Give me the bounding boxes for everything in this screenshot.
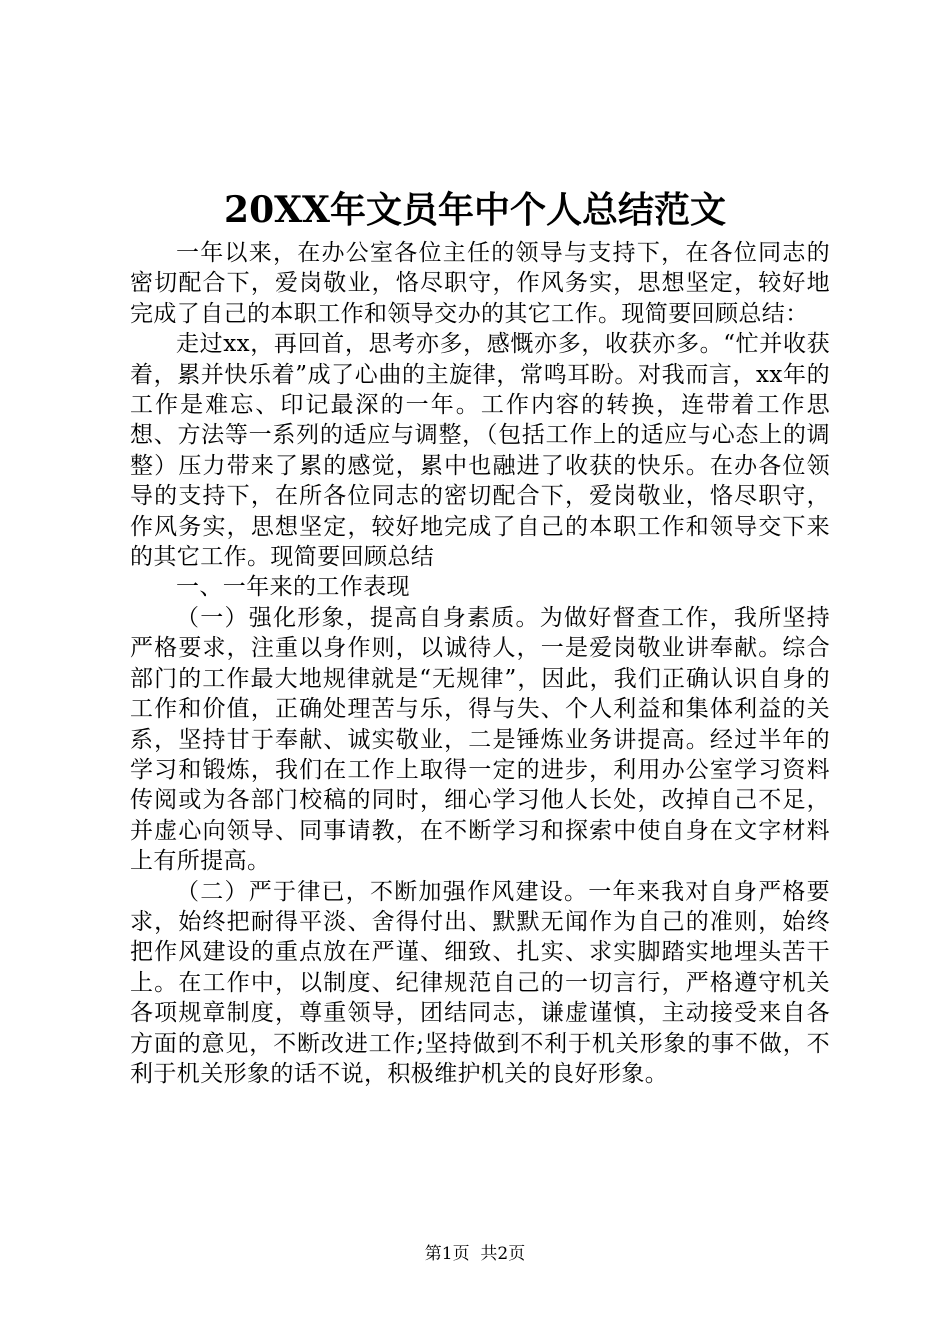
paragraph-section-two: （二）严于律已，不断加强作风建设。一年来我对自身严格要求，始终把耐得平淡、舍得付出、默默无闻作为自己的准则，始终把作风建设的重点放在严谨、细致、扎实、求实脚踏实地埋头苦干上。在工作中，以制度、纪律规范自己的一切言行，严格遵守机关各项规章制度，尊重领导，团结同志，谦虚谨慎，主动接受来自各方面的意见，不断改进工作;坚持做到不利于机关形象的事不做，不利于机关形象的话不说，积极维护机关的良好形象。 — [130, 878, 830, 1087]
paragraph-review: 走过xx，再回首，思考亦多，感慨亦多，收获亦多。“忙并收获着，累并快乐着”成了心曲的主旋律，常鸣耳盼。对我而言，xx年的工作是难忘、印记最深的一年。工作内容的转换，连带着工作思想、方法等一系列的适应与调整，（包括工作上的适应与心态上的调整）压力带来了累的感觉，累中也融进了收获的快乐。在办各位领导的支持下，在所各位同志的密切配合下，爱岗敬业，恪尽职守，作风务实，思想坚定，较好地完成了自己的本职工作和领导交下来的其它工作。现简要回顾总结 — [130, 331, 830, 571]
paragraph-intro: 一年以来，在办公室各位主任的领导与支持下，在各位同志的密切配合下，爱岗敬业，恪尽职守，作风务实，思想坚定，较好地完成了自己的本职工作和领导交办的其它工作。现简要回顾总结： — [130, 240, 830, 327]
document-body — [130, 238, 830, 1089]
document-title: 20XX年文员年中个人总结范文 — [224, 189, 726, 231]
page-total: 共2页 — [480, 1244, 526, 1264]
paragraph-section-one: （一）强化形象，提高自身素质。为做好督查工作，我所坚持严格要求，注重以身作则，以诚待人，一是爱岗敬业讲奉献。综合部门的工作最大地规律就是“无规律”，因此，我们正确认识自身的工作和价值，正确处理苦与乐，得与失、个人利益和集体利益的关系，坚持甘于奉献、诚实敬业，二是锤炼业务讲提高。经过半年的学习和锻炼，我们在工作上取得一定的进步，利用办公室学习资料传阅或为各部门校稿的同时，细心学习他人长处，改掉自己不足，并虚心向领导、同事请教，在不断学习和探索中使自身在文字材料上有所提高。 — [130, 604, 830, 875]
page-footer — [0, 1242, 950, 1266]
section-heading: 一、一年来的工作表现 — [176, 574, 410, 601]
page-number: 第1页 — [424, 1244, 470, 1264]
